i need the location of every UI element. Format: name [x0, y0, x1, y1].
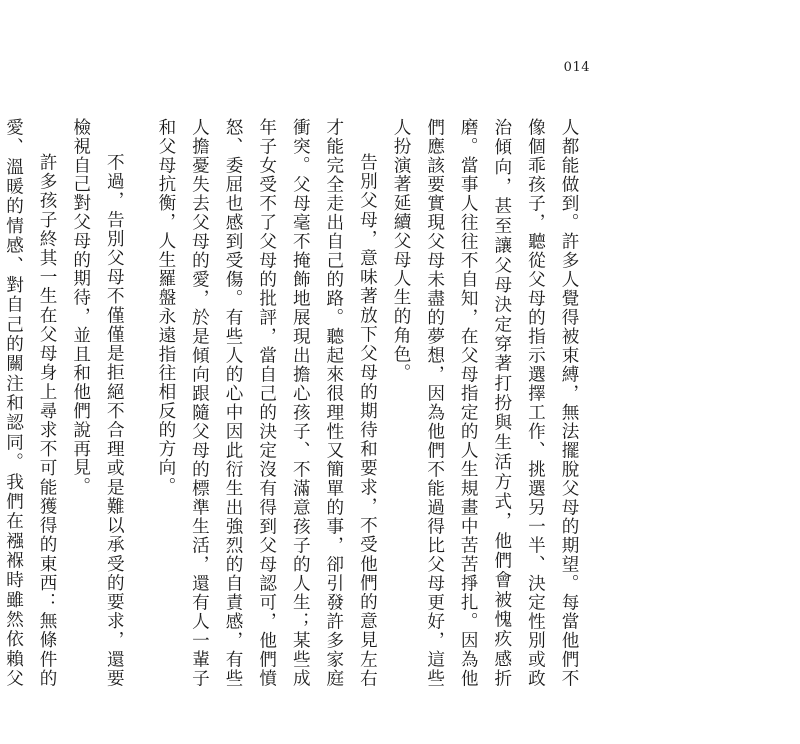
paragraph-3: 不過，告別父母不僅僅是拒絕不合理或是難以承受的要求，還要檢視自己對父母的期待，並且和他們說再見。	[70, 118, 125, 688]
paragraph-1: 人都能做到。許多人覺得被束縛，無法擺脫父母的期望。每當他們不像個乖孩子，聽從父母的指示選擇工作、挑選另一半、決定性別或政治傾向，甚至讓父母決定穿著打扮與生活方式，他們會被愧疚感折磨。當事人往往不自知，在父母指定的人生規畫中苦苦掙扎。因為他們應該要實現父母未盡的夢想，因為他們不能過得比父母更好，這些人扮演著延續父母人生的角色。	[391, 118, 579, 688]
body-text	[3, 118, 585, 688]
paragraph-2: 告別父母，意味著放下父母的期待和要求，不受他們的意見左右才能完全走出自己的路。聽起來很理性又簡單的事，卻引發許多家庭衝突。父母毫不掩飾地展現出擔心孩子、不滿意孩子的人生；某些成年子女受不了父母的批評，當自己的決定沒有得到父母認可，他們憤怒、委屈也感到受傷。有些人的心中因此衍生出強烈的自責感，有些人擔憂失去父母的愛，於是傾向跟隨父母的標準生活，還有人一輩子和父母抗衡，人生羅盤永遠指往相反的方向。	[155, 118, 378, 688]
page-number: 014	[563, 60, 590, 75]
paragraph-4: 許多孩子終其一生在父母身上尋求不可能獲得的東西：無條件的愛、溫暖的情感、對自己的關注和認同。我們在襁褓時雖然依賴父	[3, 118, 58, 688]
